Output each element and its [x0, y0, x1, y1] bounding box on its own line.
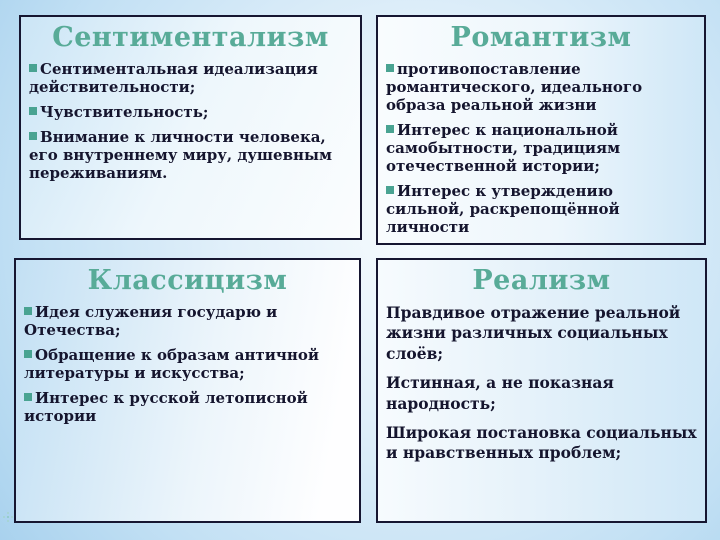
panel-title-realism: Реализм [472, 265, 611, 296]
bullet-item-text: Сентиментальная идеализация действительности; [29, 59, 318, 96]
bullet-item [386, 121, 696, 175]
panel-sentimentalism [19, 15, 362, 240]
bullet-item [24, 389, 351, 425]
bullet-square-icon [24, 350, 32, 358]
bullet-item-text: противопоставление романтического, идеального образа реальной жизни [386, 59, 643, 114]
bullet-item-text: Обращение к образам античной литературы и искусства; [24, 345, 319, 382]
bullet-square-icon [386, 64, 394, 72]
bullet-item-text: Внимание к личности человека, его внутреннему миру, душевным переживаниям. [29, 127, 333, 182]
bullet-square-icon [24, 307, 32, 315]
bullet-item [29, 103, 352, 121]
bullet-square-icon [29, 64, 37, 72]
bullet-square-icon [29, 107, 37, 115]
bullet-item-text: Интерес к утверждению сильной, раскрепощённой личности [386, 181, 620, 236]
bullet-item-text: Идея служения государю и Отечества; [24, 302, 278, 339]
bullet-item [386, 60, 696, 114]
text-item: Широкая постановка социальных и нравственных проблем; [386, 422, 697, 463]
panel-realism [376, 258, 707, 523]
bullet-square-icon [386, 125, 394, 133]
bullet-item [386, 182, 696, 236]
bullet-item [24, 346, 351, 382]
bullet-item-text: Интерес к национальной самобытности, традициям отечественной истории; [386, 120, 621, 175]
bullet-item-text: Интерес к русской летописной истории [24, 388, 308, 425]
bullet-square-icon [24, 393, 32, 401]
panel-title-classicism: Классицизм [87, 265, 288, 296]
bullet-item [29, 128, 352, 182]
panel-title-sentimentalism: Сентиментализм [52, 22, 329, 53]
bullet-item [29, 60, 352, 96]
text-item: Истинная, а не показная народность; [386, 373, 614, 413]
panel-classicism [14, 258, 361, 523]
bullet-square-icon [29, 132, 37, 140]
bullet-item-text: Чувствительность; [40, 102, 209, 121]
panel-romanticism [376, 15, 706, 245]
bullet-item [24, 303, 351, 339]
sparkle-icon [7, 516, 9, 518]
panel-title-romanticism: Романтизм [450, 22, 632, 53]
text-item: Правдивое отражение реальной жизни различных социальных слоёв; [386, 302, 681, 363]
bullet-square-icon [386, 186, 394, 194]
